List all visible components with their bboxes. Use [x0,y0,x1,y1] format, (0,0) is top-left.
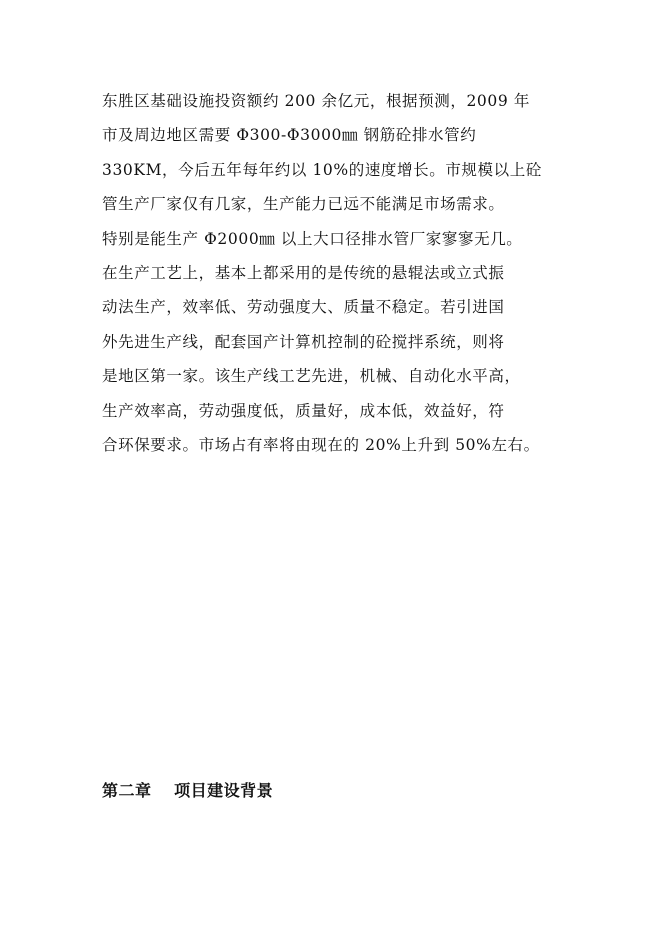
paragraph-line: 特别是能生产 Φ2000㎜ 以上大口径排水管厂家寥寥无几。 [102,229,523,248]
paragraph-line: 管生产厂家仅有几家，生产能力已远不能满足市场需求。 [102,195,505,214]
body-paragraph [102,84,572,462]
paragraph-line: 东胜区基础设施投资额约 200 余亿元，根据预测，2009 年 [102,92,530,110]
paragraph-line: 是地区第一家。该生产线工艺先进，机械、自动化水平高， [102,367,521,386]
paragraph-line: 生产效率高，劳动强度低，质量好，成本低，效益好，符 [102,401,505,420]
paragraph-line: 动法生产，效率低、劳动强度大、质量不稳定。若引进国 [102,298,505,317]
paragraph-line: 市及周边地区需要 Φ300-Φ3000㎜ 钢筋砼排水管约 [102,126,477,145]
chapter-heading: 第二章 项目建设背景 [102,781,274,800]
paragraph-line: 在生产工艺上，基本上都采用的是传统的悬辊法或立式振 [102,263,505,282]
paragraph-line: 合环保要求。市场占有率将由现在的 20%上升到 50%左右。 [102,435,540,454]
paragraph-line: 330KM，今后五年每年约以 10%的速度增长。市规模以上砼 [102,160,542,179]
paragraph-line: 外先进生产线，配套国产计算机控制的砼搅拌系统，则将 [102,332,505,351]
